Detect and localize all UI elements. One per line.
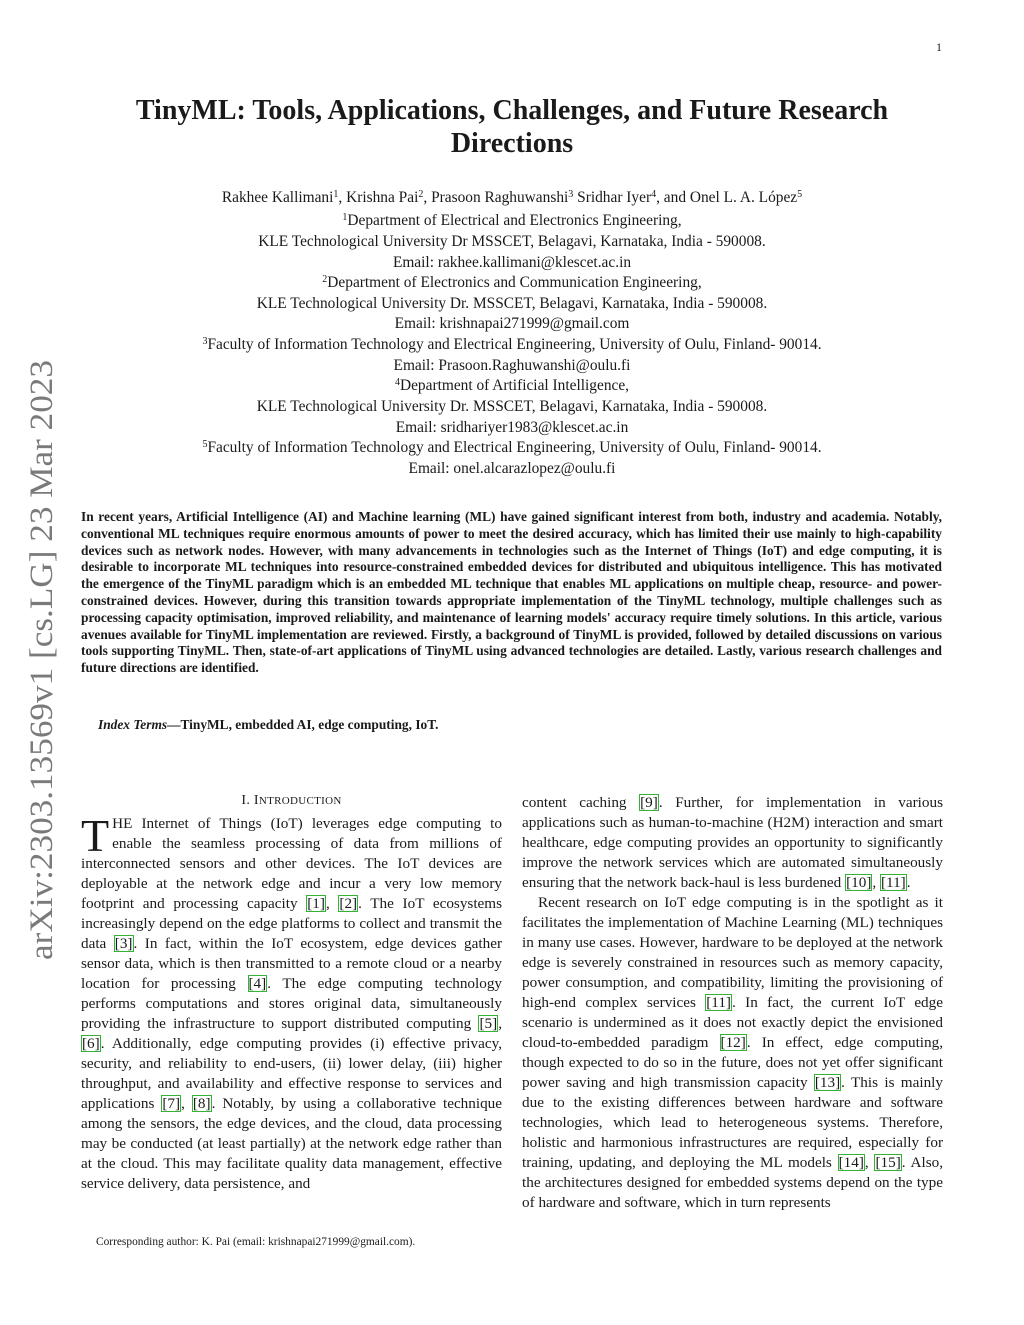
affiliation-3-email: Email: Prasoon.Raghuwanshi@oulu.fi [393,357,631,374]
paper-title [100,94,924,160]
author-name: Onel L. A. López [689,189,798,206]
citation-link[interactable]: [1] [307,895,325,912]
affiliation-mark: 1 [333,189,339,200]
affiliation-4-university: KLE Technological University Dr. MSSCET, Belagavi, Karnataka, India - 590008. [256,398,768,415]
author-name: Rakhee Kallimani [221,189,334,206]
citation-link[interactable]: [2] [339,895,358,912]
citation-link[interactable]: [4] [248,975,267,992]
affiliation-2-department: $^2$Department of Electronics and Communication Engineering, [322,274,702,291]
affiliation-mark: 5 [797,189,803,200]
abstract: In recent years, Artificial Intelligence (AI) and Machine learning (ML) have gained significant interest from both, industry and academia. Notably, conventional ML techniques require enormous amounts of power to meet the desired accuracy, which has limited their use mainly to high-capability devices such as network nodes. However, with many advancements in technologies such as the Internet of Things (IoT) and edge computing, it is desirable to incorporate ML techniques into resource-constrained embedded devices for distributed and ubiquitous intelligence. This has motivated the emergence of the TinyML paradigm which is an embedded ML technique that enables ML applications on multiple cheap, resource- and power-constrained devices. However, during this transition towards appropriate implementation of the TinyML technology, multiple challenges such as processing capacity optimisation, improved reliability, and maintenance of learning models' accuracy require timely solutions. In this article, various avenues available for TinyML implementation are reviewed. Firstly, a background of TinyML is provided, followed by detailed discussions on various tools supporting TinyML. Then, state-of-art applications of TinyML using advanced technologies are detailed. Lastly, various research challenges and future directions are identified. [81,509,942,676]
author-name: Krishna Pai [346,189,419,206]
affiliation-1-university: KLE Technological University Dr MSSCET, Belagavi, Karnataka, India - 590008. [258,233,766,250]
affiliation-2-university: KLE Technological University Dr. MSSCET, Belagavi, Karnataka, India - 590008. [256,295,768,312]
index-terms: Index Terms—TinyML, embedded AI, edge computing, IoT. [98,717,439,732]
author-name: Prasoon Raghuwanshi [431,189,569,206]
arxiv-stamp-text: arXiv:2303.13569v1 [cs.LG] 23 Mar 2023 [24,397,60,960]
affiliation-5-faculty: $^5$Faculty of Information Technology and Electrical Engineering, University of Oulu, Finland- 90014. [202,439,822,456]
citation-link[interactable]: [10] [846,874,872,891]
left-column [81,793,502,1194]
index-terms-text: TinyML, embedded AI, edge computing, IoT. [180,717,439,732]
author-name: Sridhar Iyer [577,189,652,206]
section-heading: I. INTRODUCTION [241,793,342,808]
right-column [522,793,943,1213]
affiliation-mark: 3 [568,189,574,200]
citation-link[interactable]: [5] [479,1015,498,1032]
title-line-1: TinyML: Tools, Applications, Challenges, and Future Research [135,95,889,126]
citation-link[interactable]: [15] [875,1154,901,1171]
title-line-2: Directions [450,128,574,159]
citation-link[interactable]: [13] [814,1074,841,1091]
affiliation-3-faculty: $^3$Faculty of Information Technology and Electrical Engineering, University of Oulu, Finland- 90014. [202,336,822,353]
affiliation-2-email: Email: krishnapai271999@gmail.com [394,315,630,332]
citation-link[interactable]: [11] [880,874,906,891]
affiliation-mark: 2 [418,189,424,200]
intro-paragraph-2: Recent research on IoT edge computing is in the spotlight as it facilitates the implementation of Machine Learning (ML) techniques in many use cases. However, hardware to be deployed at the network edge is severely constrained in resources such as memory capacity, power consumption, and compatibility, limiting the provisioning of high-end complex services [11]. In fact, the current IoT edge scenario is undermined as it does not exactly depict the envisioned cloud-to-embedded paradigm [12]. In effect, edge computing, though expected to do so in the future, does not yet offer significant power saving and high transmission capacity [13]. This is mainly due to the existing differences between hardware and software technologies, which lead to heterogeneous systems. Therefore, holistic and harmonious infrastructures are required, especially for training, updating, and deploying the ML models [14], [15]. Also, the architectures designed for embedded systems depend on the type of hardware and software, which in turn represents [522,894,944,1211]
affiliation-1-department: $^1$Department of Electrical and Electronics Engineering, [342,212,682,229]
citation-link[interactable]: [7] [162,1095,181,1112]
intro-paragraph-1-continued: content caching [9]. Further, for implementation in various applications such as human-to-machine (H2M) interaction and smart healthcare, edge computing provides an opportunity to significantly improve the network services which are automated simultaneously ensuring that the network back-haul is less burdened [10], [11]. [522,794,944,891]
page-number: 1 [936,40,942,54]
author-list: Rakhee Kallimani$^1$, Krishna Pai$^2$, Prasoon Raghuwanshi$^3$ Sridhar Iyer$^4$, and Onel L. A. López$^5$ [221,189,803,206]
citation-link[interactable]: [8] [192,1095,211,1112]
affiliation-mark: 4 [651,189,657,200]
corresponding-author-footnote: Corresponding author: K. Pai (email: krishnapai271999@gmail.com). [96,1236,416,1248]
citation-link[interactable]: [12] [720,1034,746,1051]
citation-link[interactable]: [3] [114,935,133,952]
affiliation-1-email: Email: rakhee.kallimani@klescet.ac.in [392,254,632,271]
citation-link[interactable]: [11] [706,994,731,1011]
arxiv-stamp [0,355,70,965]
affiliation-5-email: Email: onel.alcarazlopez@oulu.fi [408,460,616,477]
drop-cap: T [81,810,110,861]
index-terms-label: Index Terms [98,717,168,732]
citation-link[interactable]: [9] [640,794,658,811]
citation-link[interactable]: [14] [838,1154,864,1171]
affiliation-4-department: $^4$Department of Artificial Intelligence, [394,377,630,394]
citation-link[interactable]: [6] [82,1035,100,1052]
affiliation-4-email: Email: sridhariyer1983@klescet.ac.in [395,419,629,436]
intro-paragraph-1: THE Internet of Things (IoT) leverages edge computing to enable the seamless processing of data from millions of interconnected sensors and other devices. The IoT devices are deployable at the network edge and incur a very low memory footprint and processing capacity [1], [2]. The IoT ecosystems increasingly depend on the edge platforms to collect and transmit the data [3]. In fact, within the IoT ecosystem, edge devices gather sensor data, which is then transmitted to a remote cloud or a nearby location for processing [4]. The edge computing technology performs computations and stores original data, simultaneously providing the infrastructure to support distributed computing [5], [6]. Additionally, edge computing provides (i) effective privacy, security, and reliability to end-users, (ii) lower delay, (iii) higher throughput, and availability and effective response to services and applications [7], [8]. Notably, by using a collaborative technique among the sensors, the edge devices, and the cloud, data processing may be conducted (at least partially) at the network edge rather than at the cloud. This may facilitate quality data management, effective service delivery, data persistence, and [81,810,503,1192]
